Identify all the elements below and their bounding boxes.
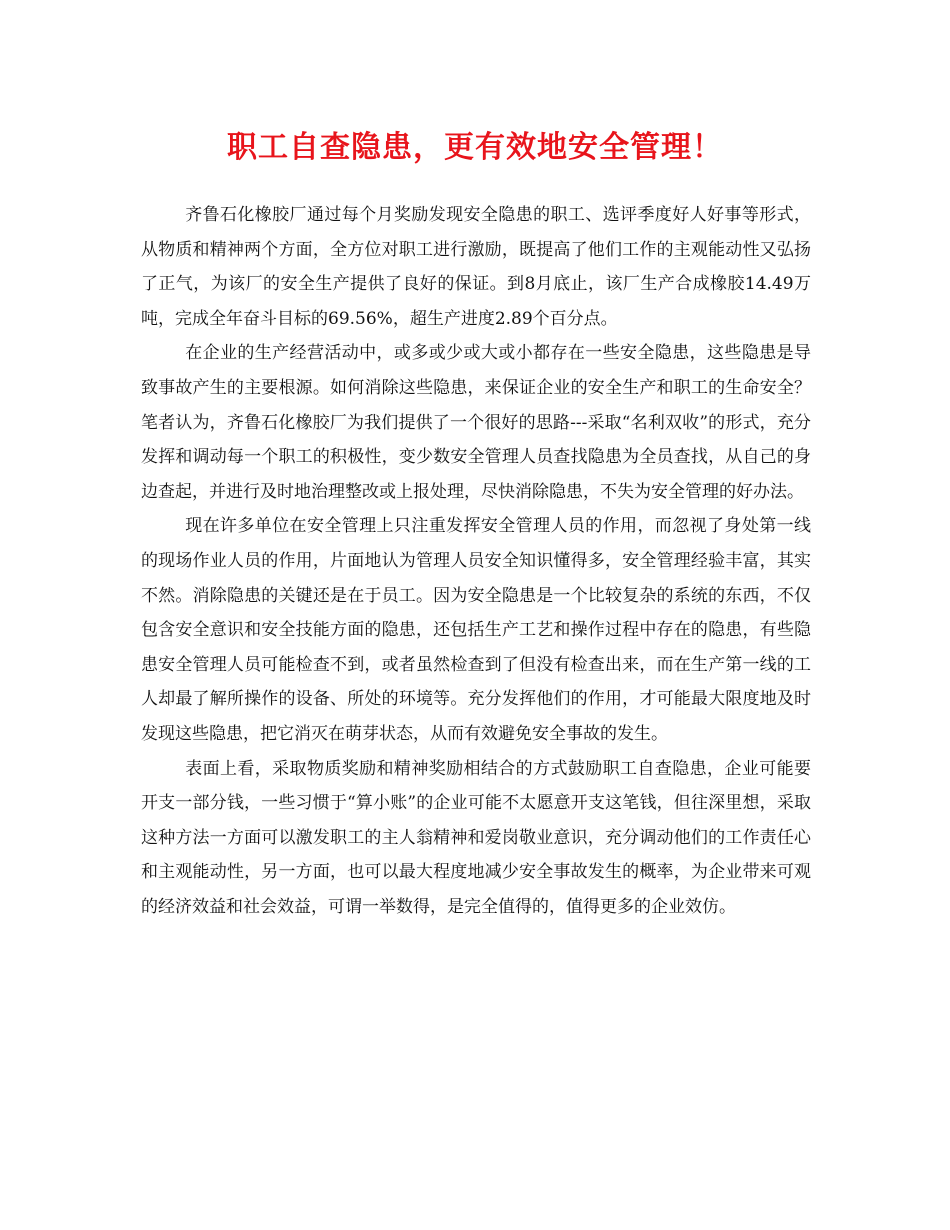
document-title: 职工自查隐患，更有效地安全管理！ [227, 130, 723, 165]
paragraph-2: 在企业的生产经营活动中，或多或少或大或小都存在一些安全隐患，这些隐患是导致事故产生的主要根源。如何消除这些隐患，来保证企业的安全生产和职工的生命安全？笔者认为，齐鲁石化橡胶厂为我们提供了一个很好的思路---采取“名利双收”的形式，充分发挥和调动每一个职工的积极性，变少数安全管理人员查找隐患为全员查找，从自己的身边查起，并进行及时地治理整改或上报处理，尽快消除隐患，不失为安全管理的好办法。 [141, 343, 811, 502]
document-body [141, 198, 811, 924]
paragraph-1: 齐鲁石化橡胶厂通过每个月奖励发现安全隐患的职工、选评季度好人好事等形式，从物质和精神两个方面，全方位对职工进行激励，既提高了他们工作的主观能动性又弘扬了正气，为该厂的安全生产提供了良好的保证。到8月底止，该厂生产合成橡胶14.49万吨，完成全年奋斗目标的69.56%，超生产进度2.89个百分点。 [141, 205, 811, 329]
paragraph-4: 表面上看，采取物质奖励和精神奖励相结合的方式鼓励职工自查隐患，企业可能要开支一部分钱，一些习惯于“算小账”的企业可能不太愿意开支这笔钱，但往深里想，采取这种方法一方面可以激发职工的主人翁精神和爱岗敬业意识，充分调动他们的工作责任心和主观能动性，另一方面，也可以最大程度地减少安全事故发生的概率，为企业带来可观的经济效益和社会效益，可谓一举数得，是完全值得的，值得更多的企业效仿。 [141, 758, 811, 917]
paragraph-3: 现在许多单位在安全管理上只注重发挥安全管理人员的作用，而忽视了身处第一线的现场作业人员的作用，片面地认为管理人员安全知识懂得多，安全管理经验丰富，其实不然。消除隐患的关键还是在于员工。因为安全隐患是一个比较复杂的系统的东西，不仅包含安全意识和安全技能方面的隐患，还包括生产工艺和操作过程中存在的隐患，有些隐患安全管理人员可能检查不到，或者虽然检查到了但没有检查出来，而在生产第一线的工人却最了解所操作的设备、所处的环境等。充分发挥他们的作用，才可能最大限度地及时发现这些隐患，把它消灭在萌芽状态，从而有效避免安全事故的发生。 [141, 516, 811, 744]
